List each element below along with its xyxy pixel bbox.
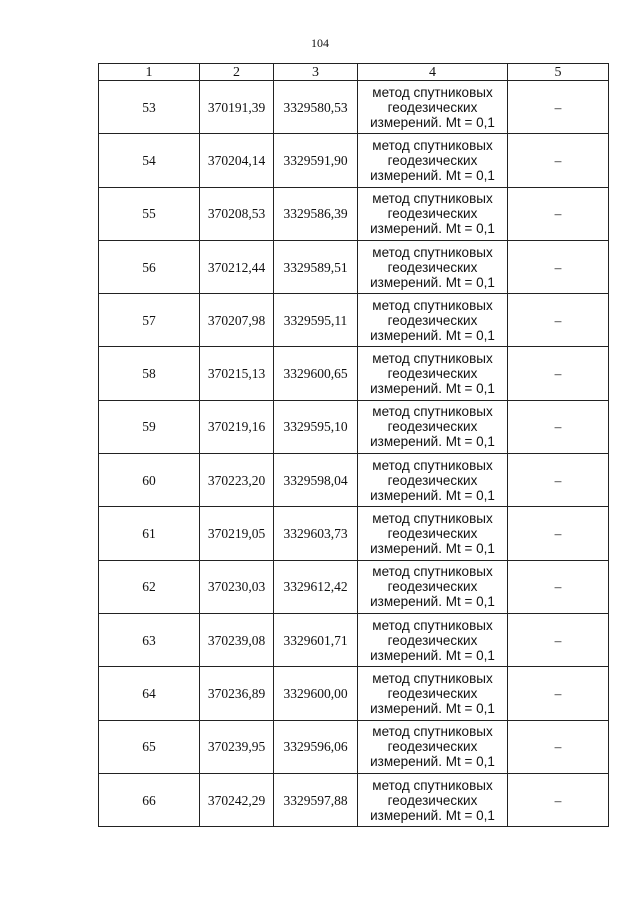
table-row [99, 400, 609, 453]
method-text-line: измерений. Mt = 0,1 [370, 167, 495, 183]
y-coordinate-cell: 3329600,00 [274, 667, 358, 720]
method-text-line: измерений. Mt = 0,1 [370, 274, 495, 290]
note-cell: – [508, 613, 609, 666]
table-row [99, 454, 609, 507]
y-coordinate-cell: 3329612,42 [274, 560, 358, 613]
x-coordinate-cell: 370204,14 [200, 134, 274, 187]
point-number-cell: 54 [99, 134, 200, 187]
y-coordinate-cell: 3329596,06 [274, 720, 358, 773]
point-number-cell: 65 [99, 720, 200, 773]
x-coordinate-cell: 370236,89 [200, 667, 274, 720]
method-text-line: геодезических [387, 632, 478, 648]
note-cell: – [508, 720, 609, 773]
table-row [99, 507, 609, 560]
method-text-line: измерений. Mt = 0,1 [370, 700, 495, 716]
method-text-line: геодезических [387, 366, 478, 382]
page-number: 104 [311, 36, 329, 50]
table-row [99, 773, 609, 826]
table-header-row [99, 64, 609, 81]
point-number-cell: 53 [99, 81, 200, 134]
method-text-line: геодезических [387, 579, 478, 595]
method-cell [358, 294, 508, 347]
point-number-cell: 57 [99, 294, 200, 347]
method-text-line: метод спутниковых [372, 191, 493, 207]
method-text-line: геодезических [387, 792, 478, 808]
x-coordinate-cell: 370215,13 [200, 347, 274, 400]
method-text-line: измерений. Mt = 0,1 [370, 647, 495, 663]
method-text-line: метод спутниковых [372, 404, 493, 420]
method-cell [358, 720, 508, 773]
table-row [99, 560, 609, 613]
x-coordinate-cell: 370207,98 [200, 294, 274, 347]
point-number-cell: 55 [99, 187, 200, 240]
method-text-line: метод спутниковых [372, 777, 493, 793]
method-text-line: геодезических [387, 685, 478, 701]
note-cell: – [508, 507, 609, 560]
method-cell [358, 560, 508, 613]
table-row [99, 720, 609, 773]
method-cell [358, 134, 508, 187]
method-text-line: метод спутниковых [372, 670, 493, 686]
note-cell: – [508, 773, 609, 826]
method-cell [358, 507, 508, 560]
method-text-line: метод спутниковых [372, 137, 493, 153]
table-row [99, 613, 609, 666]
y-coordinate-cell: 3329603,73 [274, 507, 358, 560]
table-row [99, 81, 609, 134]
method-cell [358, 81, 508, 134]
note-cell: – [508, 187, 609, 240]
coordinates-table [98, 63, 609, 827]
column-header-4: 4 [358, 64, 508, 81]
x-coordinate-cell: 370223,20 [200, 454, 274, 507]
y-coordinate-cell: 3329595,10 [274, 400, 358, 453]
method-cell [358, 454, 508, 507]
table-row [99, 347, 609, 400]
method-cell [358, 667, 508, 720]
method-text-line: геодезических [387, 206, 478, 222]
note-cell: – [508, 560, 609, 613]
y-coordinate-cell: 3329598,04 [274, 454, 358, 507]
note-cell: – [508, 81, 609, 134]
x-coordinate-cell: 370212,44 [200, 240, 274, 293]
table-row [99, 187, 609, 240]
x-coordinate-cell: 370191,39 [200, 81, 274, 134]
method-text-line: измерений. Mt = 0,1 [370, 487, 495, 503]
point-number-cell: 58 [99, 347, 200, 400]
method-text-line: геодезических [387, 312, 478, 328]
y-coordinate-cell: 3329580,53 [274, 81, 358, 134]
method-text-line: измерений. Mt = 0,1 [370, 114, 495, 130]
x-coordinate-cell: 370239,08 [200, 613, 274, 666]
x-coordinate-cell: 370242,29 [200, 773, 274, 826]
x-coordinate-cell: 370208,53 [200, 187, 274, 240]
method-text-line: измерений. Mt = 0,1 [370, 594, 495, 610]
method-text-line: геодезических [387, 526, 478, 542]
x-coordinate-cell: 370239,95 [200, 720, 274, 773]
method-text-line: измерений. Mt = 0,1 [370, 381, 495, 397]
y-coordinate-cell: 3329589,51 [274, 240, 358, 293]
method-text-line: измерений. Mt = 0,1 [370, 807, 495, 823]
method-cell [358, 773, 508, 826]
y-coordinate-cell: 3329597,88 [274, 773, 358, 826]
method-text-line: метод спутниковых [372, 297, 493, 313]
column-header-1: 1 [99, 64, 200, 81]
method-text-line: геодезических [387, 99, 478, 115]
point-number-cell: 66 [99, 773, 200, 826]
point-number-cell: 59 [99, 400, 200, 453]
method-text-line: геодезических [387, 472, 478, 488]
y-coordinate-cell: 3329600,65 [274, 347, 358, 400]
method-text-line: метод спутниковых [372, 724, 493, 740]
method-text-line: измерений. Mt = 0,1 [370, 327, 495, 343]
method-cell [358, 240, 508, 293]
column-header-5: 5 [508, 64, 609, 81]
point-number-cell: 60 [99, 454, 200, 507]
table-row [99, 294, 609, 347]
method-text-line: метод спутниковых [372, 617, 493, 633]
method-text-line: геодезических [387, 152, 478, 168]
x-coordinate-cell: 370219,16 [200, 400, 274, 453]
method-cell [358, 400, 508, 453]
x-coordinate-cell: 370219,05 [200, 507, 274, 560]
y-coordinate-cell: 3329601,71 [274, 613, 358, 666]
method-text-line: измерений. Mt = 0,1 [370, 221, 495, 237]
method-cell [358, 613, 508, 666]
y-coordinate-cell: 3329586,39 [274, 187, 358, 240]
method-text-line: метод спутниковых [372, 511, 493, 527]
method-text-line: метод спутниковых [372, 84, 493, 100]
note-cell: – [508, 347, 609, 400]
point-number-cell: 64 [99, 667, 200, 720]
x-coordinate-cell: 370230,03 [200, 560, 274, 613]
note-cell: – [508, 454, 609, 507]
method-text-line: измерений. Mt = 0,1 [370, 434, 495, 450]
table-row [99, 240, 609, 293]
method-text-line: геодезических [387, 739, 478, 755]
method-text-line: метод спутниковых [372, 564, 493, 580]
point-number-cell: 63 [99, 613, 200, 666]
note-cell: – [508, 240, 609, 293]
y-coordinate-cell: 3329591,90 [274, 134, 358, 187]
method-text-line: измерений. Mt = 0,1 [370, 541, 495, 557]
note-cell: – [508, 400, 609, 453]
note-cell: – [508, 134, 609, 187]
method-text-line: метод спутниковых [372, 244, 493, 260]
method-text-line: измерений. Mt = 0,1 [370, 754, 495, 770]
method-text-line: геодезических [387, 419, 478, 435]
y-coordinate-cell: 3329595,11 [274, 294, 358, 347]
point-number-cell: 56 [99, 240, 200, 293]
method-cell [358, 347, 508, 400]
method-text-line: метод спутниковых [372, 351, 493, 367]
method-text-line: метод спутниковых [372, 457, 493, 473]
note-cell: – [508, 294, 609, 347]
column-header-2: 2 [200, 64, 274, 81]
table-row [99, 134, 609, 187]
note-cell: – [508, 667, 609, 720]
point-number-cell: 62 [99, 560, 200, 613]
method-cell [358, 187, 508, 240]
table-row [99, 667, 609, 720]
point-number-cell: 61 [99, 507, 200, 560]
column-header-3: 3 [274, 64, 358, 81]
method-text-line: геодезических [387, 259, 478, 275]
